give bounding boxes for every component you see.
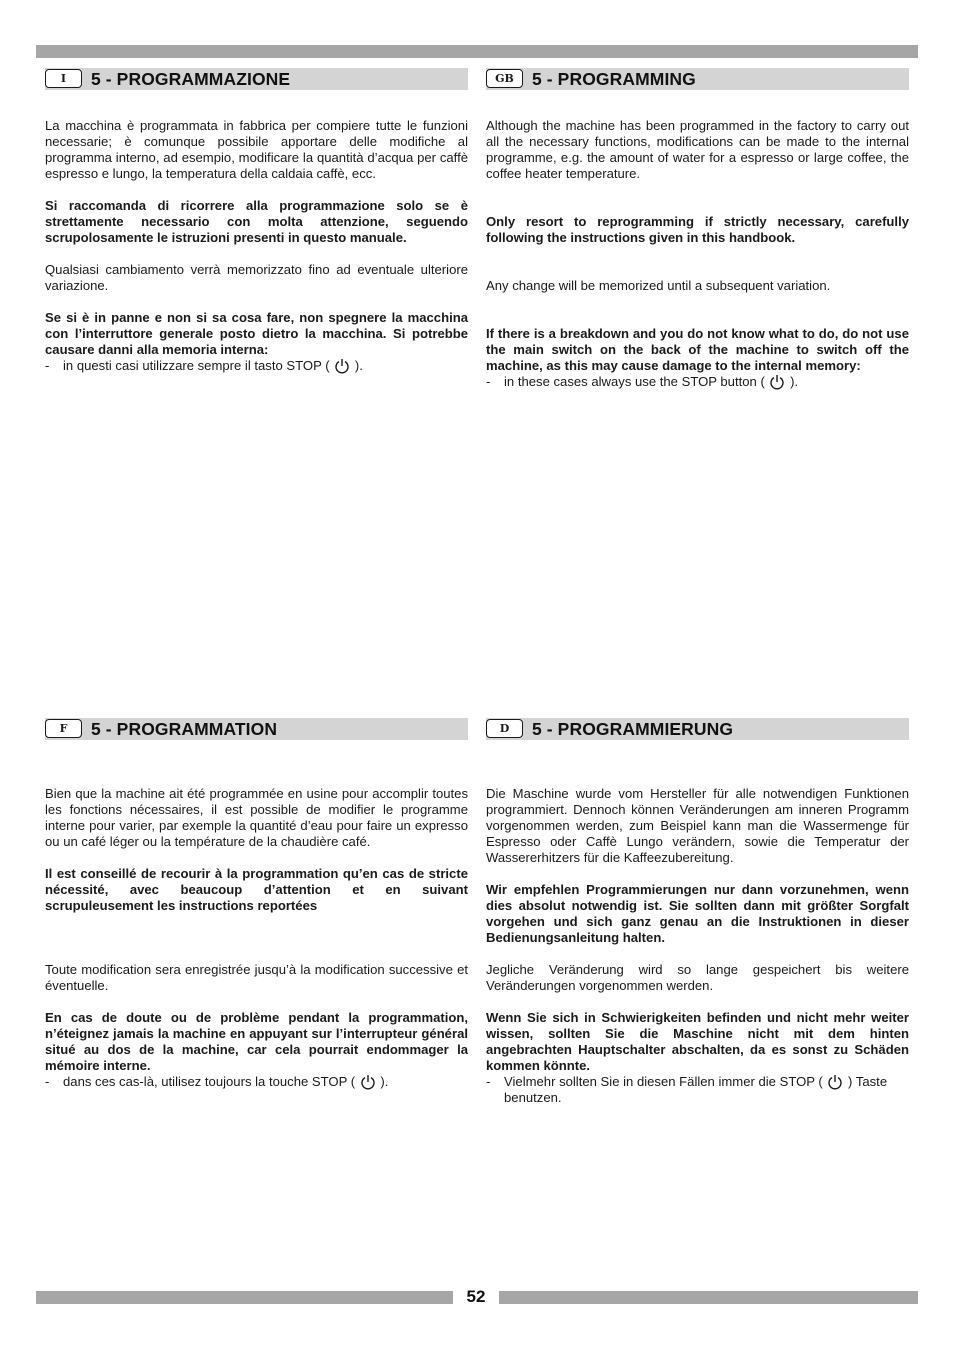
section-italian bbox=[45, 68, 468, 374]
recommendation-paragraph: Il est conseillé de recourir à la programmation qu’en cas de stricte nécessité, avec beaucoup d’attention et en suivant scrupuleusement les instructions reportées bbox=[45, 866, 468, 913]
intro-paragraph: Bien que la machine ait été programmée en usine pour accomplir toutes les fonctions nécessaires, il est possible de modifier le programme interne pour varier, par exemple la quantité d’eau pour faire un expresso ou un café léger ou la température de la chaudière café. bbox=[45, 786, 468, 849]
memory-paragraph: Toute modification sera enregistrée jusqu’à la modification successive et éventuelle. bbox=[45, 962, 468, 993]
warning-paragraph: Wenn Sie sich in Schwierigkeiten befinden und nicht mehr weiter wissen, sollten Sie die Maschine nicht mit dem hinten angebrachten Hauptschalter abschalten, da es sonst zu Schäden kommen könnte. bbox=[486, 1010, 909, 1073]
language-badge: D bbox=[486, 719, 523, 738]
language-badge: GB bbox=[486, 69, 523, 88]
section-english bbox=[486, 68, 909, 390]
section-title: 5 - PROGRAMMING bbox=[532, 69, 696, 89]
stop-instruction: - in these cases always use the STOP button ( ). bbox=[486, 374, 799, 389]
memory-paragraph: Any change will be memorized until a subsequent variation. bbox=[486, 278, 831, 293]
language-badge: F bbox=[45, 719, 82, 738]
intro-paragraph: Die Maschine wurde vom Hersteller für alle notwendigen Funktionen programmiert. Dennoch können Veränderungen am inneren Programm vorgenommen werden, zum Beispiel kann man die Wassermenge für Espresso oder Caffè Lungo verändern, sowie die Temperatur der Wassererhitzers für die Kaffeezubereitung. bbox=[486, 786, 909, 865]
warning-paragraph: En cas de doute ou de problème pendant la programmation, n’éteignez jamais la machine en appuyant sur l’interrupteur général situé au dos de la machine, car cela pourrait endommager la mémoire interne. bbox=[45, 1010, 468, 1073]
power-icon bbox=[827, 1074, 843, 1090]
language-badge: I bbox=[45, 69, 82, 88]
section-title: 5 - PROGRAMMATION bbox=[91, 719, 278, 739]
memory-paragraph: Jegliche Veränderung wird so lange gespeichert bis weitere Veränderungen vorgenommen werden. bbox=[486, 962, 909, 993]
header-rule bbox=[36, 45, 918, 58]
footer-rule-left bbox=[36, 1291, 453, 1304]
power-icon bbox=[334, 358, 350, 374]
stop-instruction: - Vielmehr sollten Sie in diesen Fällen immer die STOP ( ) Taste benutzen. bbox=[486, 1074, 888, 1105]
section-body bbox=[486, 118, 909, 390]
warning-paragraph: If there is a breakdown and you do not know what to do, do not use the main switch on the back of the machine to switch off the machine, as this may cause damage to the internal memory: bbox=[486, 326, 909, 373]
section-body bbox=[486, 786, 909, 1106]
recommendation-paragraph: Only resort to reprogramming if strictly necessary, carefully following the instructions given in this handbook. bbox=[486, 214, 909, 245]
section-title: 5 - PROGRAMMAZIONE bbox=[91, 69, 291, 89]
intro-paragraph: La macchina è programmata in fabbrica per compiere tutte le funzioni necessarie; è comunque possibile apportare delle modifiche al programma interno, ad esempio, modificare la quantità d’acqua per caffè espresso e lungo, la temperatura della caldaia caffè, ecc. bbox=[45, 118, 468, 181]
memory-paragraph: Qualsiasi cambiamento verrà memorizzato fino ad eventuale ulteriore variazione. bbox=[45, 262, 468, 293]
intro-paragraph: Although the machine has been programmed in the factory to carry out all the necessary functions, modifications can be made to the internal programme, e.g. the amount of water for a espresso or large coffee, the coffee heater temperature. bbox=[486, 118, 909, 181]
stop-instruction: - in questi casi utilizzare sempre il tasto STOP ( ). bbox=[45, 358, 363, 373]
page-number: 52 bbox=[466, 1287, 486, 1306]
recommendation-paragraph: Wir empfehlen Programmierungen nur dann vorzunehmen, wenn dies absolut notwendig ist. Sie sollten dann mit größter Sorgfalt vorgehen und sich ganz genau an die Instruktionen in dieser Bedienungsanleitung halten. bbox=[486, 882, 909, 945]
power-icon bbox=[769, 374, 785, 390]
footer-rule-right bbox=[499, 1291, 918, 1304]
section-heading bbox=[45, 718, 468, 740]
section-heading bbox=[486, 718, 909, 740]
section-body bbox=[45, 786, 468, 1090]
section-german bbox=[486, 718, 909, 1106]
power-icon bbox=[360, 1074, 376, 1090]
warning-paragraph: Se si è in panne e non si sa cosa fare, non spegnere la macchina con l’interruttore generale posto dietro la macchina. Si potrebbe causare danni alla memoria interna: bbox=[45, 310, 468, 357]
recommendation-paragraph: Si raccomanda di ricorrere alla programmazione solo se è strettamente necessario con molta attenzione, seguendo scrupolosamente le istruzioni presenti in questo manuale. bbox=[45, 198, 468, 245]
section-body bbox=[45, 118, 468, 374]
section-heading bbox=[486, 68, 909, 90]
section-title: 5 - PROGRAMMIERUNG bbox=[532, 719, 734, 739]
stop-instruction: - dans ces cas-là, utilisez toujours la touche STOP ( ). bbox=[45, 1074, 389, 1089]
section-french bbox=[45, 718, 468, 1090]
section-heading bbox=[45, 68, 468, 90]
